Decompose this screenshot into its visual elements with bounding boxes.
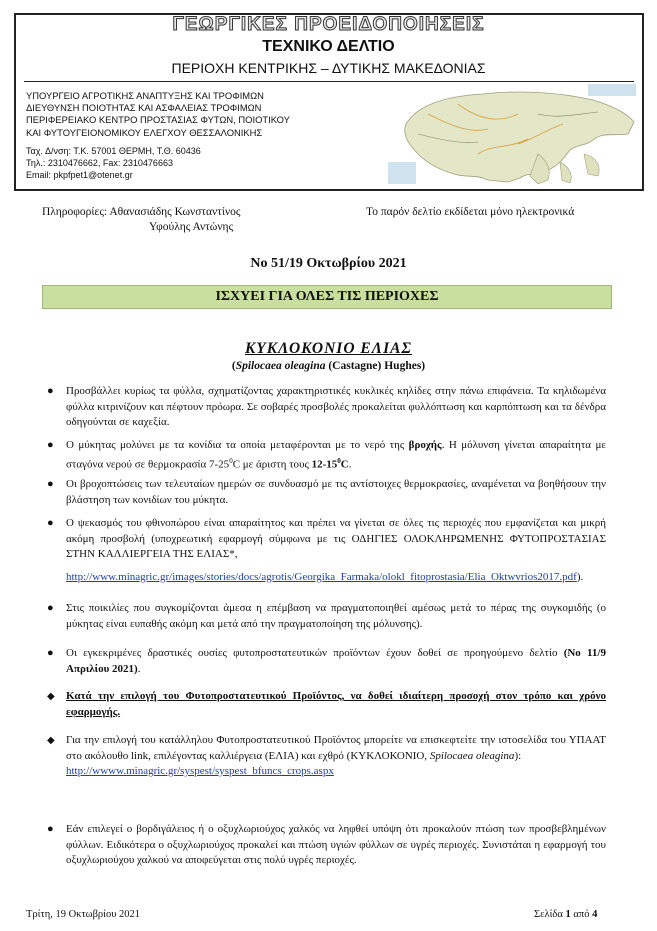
org-line: ΥΠΟΥΡΓΕΙΟ ΑΓΡΟΤΙΚΗΣ ΑΝΑΠΤΥΞΗΣ ΚΑΙ ΤΡΟΦΙΜΩΝ — [26, 90, 264, 101]
org-line: ΚΑΙ ΦΥΤΟΥΓΕΙΟΝΟΜΙΚΟΥ ΕΛΕΓΧΟΥ ΘΕΣΣΑΛΟΝΙΚΗΣ — [26, 126, 263, 138]
list-item: ● Οι βροχοπτώσεις των τελευταίων ημερών σε συνδυασμό με τις αντίστοιχες θερμοκρασίες, αναμένεται να βοηθήσουν την βλάστηση των κονιδίων του μύκητα. — [47, 478, 606, 506]
region-map-image — [388, 84, 636, 184]
scientific-name: (Spilocaea oleagina (Castagne) Hughes) — [231, 360, 426, 372]
info-contact: Πληροφορίες: Αθανασιάδης Κωνσταντίνος — [42, 206, 241, 218]
list-item: ● Ο ψεκασμός του φθινοπώρου είναι απαραίτητος και πρέπει να γίνεται σε όλες τις περιοχές που εμφανίζεται και μικρή ακόμη προσβολή (υποχρεωτική εφαρμογή σύμφωνα με τις ΟΔΗΓΙΕΣ ΟΛΟΚΛΗΡΩΜΕΝΗΣ ΦΥΤΟΠΡΟΣΤΑΣΙΑΣ ΣΤΗΝ ΚΑΛΛΙΕΡΓΕΙΑ ΤΗΣ ΕΛΙΑΣ*, http://www.minagric.gr/images/stories/docs/agrotis/Georgika_Farmaka/olokl_fitoprostasia/Elia_Oktwvrios2017.pdf). — [47, 517, 606, 583]
bullet-icon: ◆ — [47, 691, 55, 702]
organization-block — [26, 90, 290, 139]
list-item: ● Οι εγκεκριμένες δραστικές ουσίες φυτοπροστατευτικών προϊόντων έχουν δοθεί σε προηγούμενο δελτίο (Νο 11/9 Απριλίου 2021). — [47, 647, 606, 675]
contact-block — [26, 145, 201, 181]
list-item: ● Εάν επιλεγεί ο βορδιγάλειος ή ο οξυχλωριούχος χαλκός να ληφθεί υπόψη ότι προκαλούν πτώση των προσβεβλημένων φύλλων. Ειδικότερα ο οξυχλωριούχος προκαλεί και πτώση υγιών φύλλων σε υγρές περιοχές. Συνιστάται η εφαρμογή του οξυχλωριούχου χαλκού να αποφεύγεται στις πολύ υγρές περιοχές. — [47, 823, 606, 866]
bullet-icon: ● — [47, 439, 54, 451]
bullet-icon: ● — [47, 647, 54, 659]
olive-guidelines-link[interactable]: http://www.minagric.gr/images/stories/docs/agrotis/Georgika_Farmaka/olokl_fitoprostasia/Elia_Oktwvrios2017.pdf — [66, 570, 577, 583]
header-divider — [24, 81, 634, 82]
syspest-link[interactable]: http://wwww.minagric.gr/syspest/syspest_bfuncs_crops.aspx — [66, 765, 334, 777]
issue-number: Νο 51/19 Οκτωβρίου 2021 — [250, 256, 407, 271]
validity-banner: ΙΣΧΥΕΙ ΓΙΑ ΟΛΕΣ ΤΙΣ ΠΕΡΙΟΧΕΣ — [42, 285, 612, 309]
bullet-icon: ● — [47, 602, 54, 614]
list-item: ● Στις ποικιλίες που συγκομίζονται άμεσα η επέμβαση να πραγματοποιηθεί αμέσως μετά το πέρας της συγκομιδής (ο μύκητας είναι ευπαθής ακόμη και μετά από την πραγματοποίηση της μόλυνσης). — [47, 602, 606, 630]
phone: Τηλ.: 2310476662, Fax: 2310476663 — [26, 158, 173, 168]
list-item: ◆ Για την επιλογή του κατάλληλου Φυτοπροστατευτικού Προϊόντος μπορείτε να επισκεφτείτε την ιστοσελίδα του ΥΠΑΑΤ στο ακόλουθο link, επιλέγοντας καλλιέργεια (ΕΛΙΑ) και εχθρό (ΚΥΚΛΟΚΟΝΙΟ, Spilocaea oleagina): http://wwww.minagric.gr/syspest/syspest_bfuncs_crops.aspx — [47, 734, 606, 777]
application-warning: Κατά την επιλογή του Φυτοπροστατευτικού Προϊόντος, να δοθεί ιδιαίτερη προσοχή στον τρόπο και χρόνο εφαρμογής. — [66, 690, 606, 718]
address: Ταχ. Δ/νση: Τ.Κ. 57001 ΘΕΡΜΗ, Τ.Θ. 60436 — [26, 146, 201, 156]
header-subtitle: ΤΕΧΝΙΚΟ ΔΕΛΤΙΟ — [262, 38, 395, 55]
footer-date: Τρίτη, 19 Οκτωβρίου 2021 — [26, 909, 141, 920]
page-indicator: Σελίδα 1 από 4 — [534, 909, 598, 920]
bullet-icon: ● — [47, 478, 54, 490]
header-title: ΓΕΩΡΓΙΚΕΣ ΠΡΟΕΙΔΟΠΟΙΗΣΕΙΣ — [172, 14, 485, 35]
bullet-icon: ● — [47, 823, 54, 835]
org-line: ΠΕΡΙΦΕΡΕΙΑΚΟ ΚΕΝΤΡΟ ΠΡΟΣΤΑΣΙΑΣ ΦΥΤΩΝ, ΠΟΙΟΤΙΚΟΥ — [26, 114, 290, 126]
disease-title: ΚΥΚΛΟΚΟΝΙΟ ΕΛΙΑΣ — [244, 340, 413, 357]
bullet-icon: ● — [47, 517, 54, 529]
list-item: ● Προσβάλλει κυρίως τα φύλλα, σχηματίζοντας χαρακτηριστικές κυκλικές κηλίδες στην πάνω επιφάνεια. Τα κηλιδωμένα φύλλα κιτρινίζουν και πέφτουν πρόωρα. Σε σοβαρές προσβολές προκαλείται φυλλόπτωση και καρπόπτωση και τα δένδρα οδηγούνται σε καχεξία. — [47, 385, 606, 428]
electronic-issue-note: Το παρόν δελτίο εκδίδεται μόνο ηλεκτρονικά — [366, 206, 575, 218]
species-name: Spilocaea oleagina — [235, 360, 326, 372]
header-region: ΠΕΡΙΟΧΗ ΚΕΝΤΡΙΚΗΣ – ΔΥΤΙΚΗΣ ΜΑΚΕΔΟΝΙΑΣ — [171, 60, 486, 76]
org-line: ΔΙΕΥΘΥΝΣΗ ΠΟΙΟΤΗΤΑΣ ΚΑΙ ΑΣΦΑΛΕΙΑΣ ΤΡΟΦΙΜΩΝ — [26, 102, 262, 114]
list-item: ● Ο μύκητας μολύνει με τα κονίδια τα οποία μεταφέρονται με το νερό της βροχής. Η μόλυνση γίνεται απαραίτητα με σταγόνα νερού σε θερμοκρασία $7-25^0C$ με άριστη τους $12-15^0C$. — [47, 439, 606, 471]
info-contact-second: Υφούλης Αντώνης — [149, 221, 234, 233]
list-item — [47, 689, 606, 720]
bullet-icon: ◆ — [47, 735, 55, 746]
bullet-icon: ● — [47, 385, 54, 397]
email: Email: pkpfpet1@otenet.gr — [26, 170, 133, 180]
